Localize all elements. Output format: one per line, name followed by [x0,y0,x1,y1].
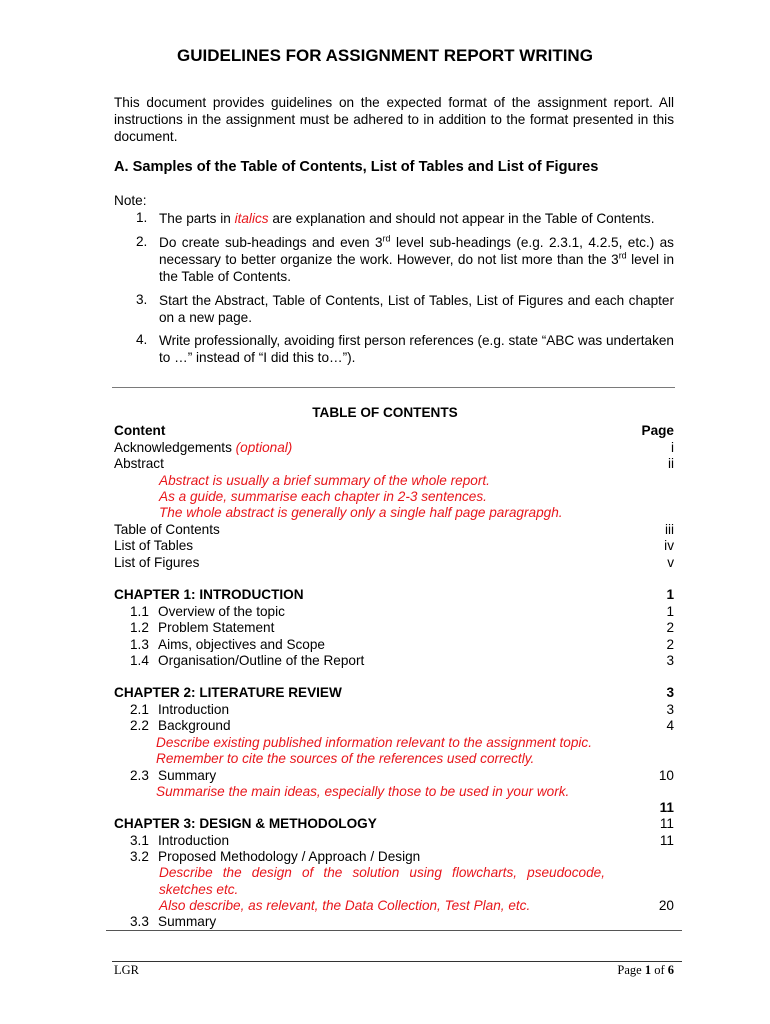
note-text: are explanation and should not appear in the Table of Contents. [268,211,655,226]
toc-label: List of Figures [114,555,200,570]
toc-section-number: 2.3 [130,768,149,783]
toc-entry [130,619,274,636]
toc-entry [130,913,216,930]
toc-section-number: 1.4 [130,653,149,668]
toc-section-number: 3.3 [130,914,149,929]
toc-chapter-label: CHAPTER 2: LITERATURE REVIEW [114,685,342,700]
toc-row [114,701,674,718]
toc-label: Introduction [158,833,230,848]
toc-page: iii [664,522,674,537]
toc-page: v [667,555,674,570]
toc-section-number: 2.2 [130,718,149,733]
total-pages: 6 [667,963,674,977]
toc-page: 1 [666,604,674,619]
toc-page: ii [667,456,674,471]
toc-section-number: 1.1 [130,604,149,619]
toc-page: 4 [666,718,674,733]
table-bottom-border [106,930,682,931]
toc-section-number: 3.2 [130,849,149,864]
toc-page: 3 [666,702,674,717]
toc-label: List of Tables [114,538,194,553]
toc-row [114,848,674,865]
toc-page: 2 [666,637,674,652]
note-number: 4. [136,332,148,347]
toc-entry [130,636,325,653]
note-label: Note: [114,193,147,208]
toc-row [114,832,674,849]
toc-entry [130,652,364,669]
toc-note-row [114,488,674,505]
current-page: 1 [644,963,652,977]
toc-label: Background [158,718,231,733]
footer-left-text: LGR [114,963,139,977]
toc-page: 11 [659,800,674,815]
toc-header-row [114,422,674,439]
toc-section-number: 3.1 [130,833,149,848]
note-number: 2. [136,234,148,249]
toc-page: 20 [658,898,674,913]
toc-note-row [114,472,674,489]
toc-note-row [114,504,674,521]
toc-entry [130,701,229,718]
toc-note-row [114,897,674,914]
superscript: rd [618,250,627,261]
toc-note: Remember to cite the sources of the references used correctly. [156,751,535,766]
toc-row [114,767,674,784]
toc-chapter-row [114,684,674,701]
toc-section-number: 1.3 [130,637,149,652]
toc-label: Overview of the topic [158,604,285,619]
of-word: of [651,963,668,977]
toc-row [114,603,674,620]
toc-entry [130,832,229,849]
footer-divider [112,961,682,962]
toc-entry [130,767,216,784]
toc-page: 2 [666,620,674,635]
toc-note: Summarise the main ideas, especially those to be used in your work. [156,784,570,799]
toc-note: As a guide, summarise each chapter in 2-3 sentences. [159,489,487,504]
toc-page: iv [664,538,674,553]
toc-entry [114,439,292,456]
toc-note-row [114,783,674,800]
toc-entry [130,717,231,734]
toc-page: 1 [666,587,674,602]
toc-note: Abstract is usually a brief summary of the whole report. [159,473,490,488]
toc-chapter-row [114,815,674,832]
toc-page: i [670,440,674,455]
toc-row [114,619,674,636]
toc-page: 3 [666,653,674,668]
toc-chapter-row [114,586,674,603]
toc-label: Problem Statement [158,620,275,635]
note-text: level in the Table of Contents. [159,252,674,284]
toc-row [114,636,674,653]
section-a-heading: A. Samples of the Table of Contents, List of Tables and List of Figures [114,159,599,175]
toc-section-number: 1.2 [130,620,149,635]
toc-row [114,652,674,669]
note-text: Do create sub-headings and even 3 [159,235,383,250]
toc-row [114,455,674,472]
toc-label: Aims, objectives and Scope [158,637,325,652]
note-number: 3. [136,292,148,307]
toc-page: 11 [659,833,674,848]
note-text: level sub-headings (e.g. 2.3.1, 4.2.5, etc.) as necessary to better organize the work. However, do not list more than the 3 [159,235,674,267]
superscript: rd [382,233,391,244]
toc-design-note: Describe the design of the solution using flowcharts, pseudocode, sketches etc. [159,865,605,897]
toc-page-row [114,799,674,816]
note-item: Write professionally, avoiding first person references (e.g. state “ABC was undertaken to …” instead of “I did this to…”). [159,333,674,365]
toc-note: The whole abstract is generally only a single half page paragrapgh. [159,505,563,520]
toc-note-row [114,750,674,767]
note-item: Start the Abstract, Table of Contents, List of Tables, List of Figures and each chapter on a new page. [159,293,674,325]
toc-row [114,537,674,554]
toc-chapter-label: CHAPTER 3: DESIGN & METHODOLOGY [114,816,377,831]
note-number: 1. [136,210,148,225]
toc-content-header: Content [114,423,166,438]
toc-label: Acknowledgements [114,440,236,455]
toc-row [114,717,674,734]
toc-row [114,913,674,930]
optional-note: (optional) [235,440,293,455]
toc-page: 3 [666,685,674,700]
toc-entry [130,603,285,620]
toc-row [114,554,674,571]
toc-label: Proposed Methodology / Approach / Design [158,849,421,864]
note-text: The parts in [159,211,235,226]
toc-note-row [114,734,674,751]
toc-label: Table of Contents [114,522,220,537]
toc-note: Also describe, as relevant, the Data Collection, Test Plan, etc. [159,898,531,913]
toc-label: Abstract [114,456,164,471]
document-title: GUIDELINES FOR ASSIGNMENT REPORT WRITING [177,46,593,65]
toc-section-number: 2.1 [130,702,149,717]
note-italics-word: italics [234,211,269,226]
toc-label: Organisation/Outline of the Report [158,653,365,668]
note-item [159,210,674,227]
toc-label: Summary [158,914,217,929]
toc-label: Summary [158,768,217,783]
intro-paragraph: This document provides guidelines on the expected format of the assignment report. All instructions in the assignment must be adhered to in addition to the format presented in this document. [114,95,674,144]
toc-entry [130,848,420,865]
divider [112,387,675,388]
toc-chapter-label: CHAPTER 1: INTRODUCTION [114,587,304,602]
toc-note: Describe existing published information relevant to the assignment topic. [156,735,592,750]
toc-row [114,521,674,538]
toc-page: 10 [658,768,674,783]
toc-page-header: Page [641,423,674,438]
toc-page: 11 [659,816,674,831]
footer-page-number [617,963,674,978]
toc-row [114,439,674,456]
note-item [159,234,674,285]
page-word: Page [617,963,645,977]
toc-label: Introduction [158,702,230,717]
toc-title: TABLE OF CONTENTS [312,405,458,420]
